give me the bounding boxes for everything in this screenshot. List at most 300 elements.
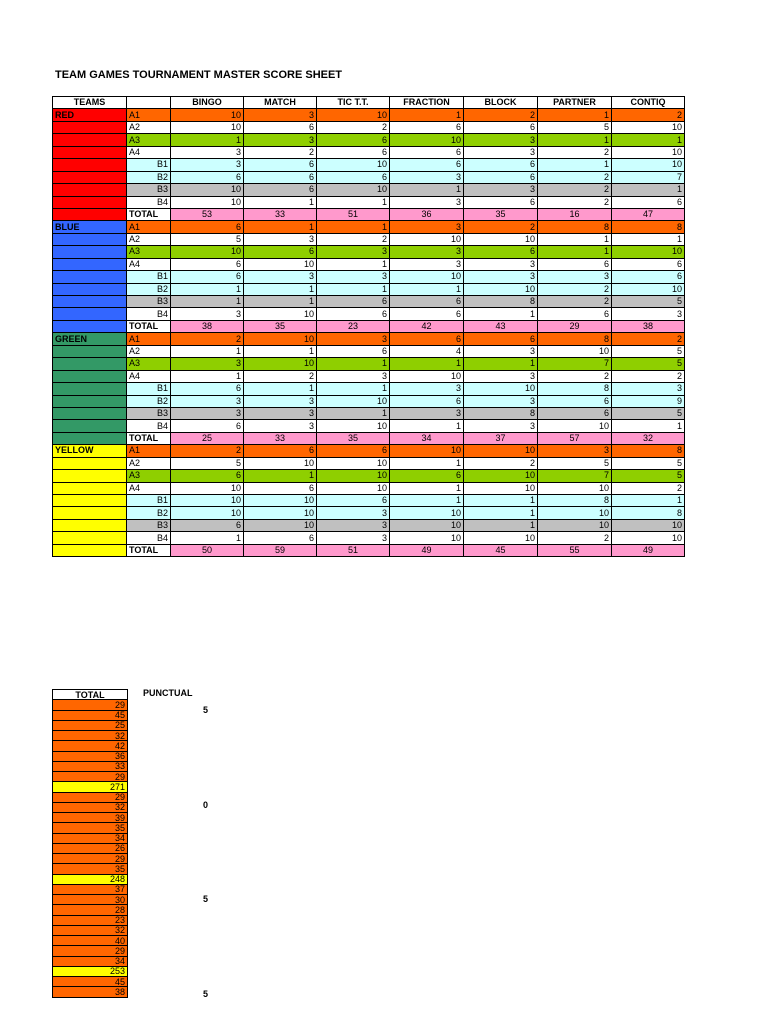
punctual-value: 5 [203, 894, 209, 904]
team-score-row [53, 407, 685, 419]
total-cell: 29 [53, 700, 128, 710]
score-cell: 3 [317, 519, 390, 531]
score-cell: 2 [538, 370, 612, 382]
score-cell: 10 [390, 507, 464, 519]
total-cell: 42 [53, 741, 128, 751]
score-cell: 49 [612, 544, 685, 556]
score-cell: 3 [171, 308, 244, 320]
team-score-row [53, 258, 685, 270]
player-label: A4 [127, 146, 171, 158]
total-row [53, 772, 128, 782]
score-cell: 6 [464, 333, 538, 345]
team-name-cell: YELLOW [53, 445, 127, 457]
score-cell: 3 [390, 407, 464, 419]
total-cell: 36 [53, 751, 128, 761]
score-cell: 8 [464, 296, 538, 308]
score-cell: 6 [244, 532, 317, 544]
team-score-row [53, 134, 685, 146]
score-cell: 3 [612, 383, 685, 395]
score-cell: 6 [390, 470, 464, 482]
total-row [53, 813, 128, 823]
score-cell: 3 [171, 146, 244, 158]
score-cell: 3 [464, 134, 538, 146]
score-cell: 10 [538, 345, 612, 357]
total-cell: 28 [53, 905, 128, 915]
score-cell: 10 [612, 283, 685, 295]
team-name-cell [53, 519, 127, 531]
total-cell: 35 [53, 864, 128, 874]
score-cell: 6 [317, 134, 390, 146]
score-cell: 6 [244, 445, 317, 457]
player-label: A2 [127, 233, 171, 245]
score-cell: 10 [390, 519, 464, 531]
total-row [53, 741, 128, 751]
score-cell: 38 [612, 320, 685, 332]
score-cell: 8 [612, 507, 685, 519]
total-row [53, 977, 128, 987]
score-cell: 6 [612, 271, 685, 283]
player-label: B4 [127, 196, 171, 208]
total-row [53, 751, 128, 761]
score-cell: 3 [171, 358, 244, 370]
column-header: TIC T.T. [317, 97, 390, 109]
player-label: A1 [127, 333, 171, 345]
punctual-value: 5 [203, 988, 209, 999]
totals-header: TOTAL [53, 690, 128, 700]
total-cell: 37 [53, 884, 128, 894]
score-cell: 10 [317, 395, 390, 407]
total-row [53, 884, 128, 894]
team-score-row [53, 320, 685, 332]
score-cell: 10 [390, 532, 464, 544]
team-name-cell [53, 495, 127, 507]
score-cell: 6 [390, 308, 464, 320]
score-cell: 3 [171, 395, 244, 407]
team-name-cell [53, 258, 127, 270]
player-label: A4 [127, 370, 171, 382]
score-cell: 1 [171, 296, 244, 308]
score-cell: 10 [390, 445, 464, 457]
score-cell: 10 [464, 445, 538, 457]
team-name-cell [53, 482, 127, 494]
score-cell: 1 [464, 358, 538, 370]
team-score-row [53, 246, 685, 258]
score-cell: 3 [244, 233, 317, 245]
score-cell: 3 [317, 532, 390, 544]
score-cell: 10 [390, 134, 464, 146]
score-cell: 16 [538, 208, 612, 220]
score-cell: 1 [171, 134, 244, 146]
team-name-cell: GREEN [53, 333, 127, 345]
score-cell: 57 [538, 432, 612, 444]
score-cell: 2 [612, 482, 685, 494]
score-cell: 5 [612, 345, 685, 357]
player-label: B1 [127, 495, 171, 507]
score-cell: 5 [538, 457, 612, 469]
score-cell: 1 [538, 246, 612, 258]
score-cell: 9 [612, 395, 685, 407]
score-cell: 8 [464, 407, 538, 419]
score-cell: 2 [244, 370, 317, 382]
total-row [53, 987, 128, 997]
player-label: A2 [127, 457, 171, 469]
score-cell: 6 [390, 296, 464, 308]
score-cell: 1 [171, 532, 244, 544]
team-name-cell [53, 121, 127, 133]
player-label: A3 [127, 246, 171, 258]
column-header: TEAMS [53, 97, 127, 109]
total-row [53, 915, 128, 925]
team-score-row [53, 345, 685, 357]
score-cell: 6 [244, 171, 317, 183]
score-cell: 5 [538, 121, 612, 133]
team-name-cell [53, 233, 127, 245]
score-cell: 10 [464, 482, 538, 494]
score-cell: 51 [317, 544, 390, 556]
team-name-cell [53, 208, 127, 220]
player-label: B1 [127, 159, 171, 171]
score-cell: 2 [464, 221, 538, 233]
team-name-cell [53, 395, 127, 407]
score-cell: 10 [171, 482, 244, 494]
score-cell: 36 [390, 208, 464, 220]
team-score-row [53, 395, 685, 407]
score-cell: 6 [390, 146, 464, 158]
score-cell: 10 [612, 159, 685, 171]
score-cell: 3 [317, 271, 390, 283]
player-label: B1 [127, 271, 171, 283]
score-cell: 10 [317, 482, 390, 494]
score-cell: 3 [464, 345, 538, 357]
player-label: B3 [127, 296, 171, 308]
player-label: B3 [127, 184, 171, 196]
score-cell: 1 [464, 519, 538, 531]
score-cell: 1 [317, 383, 390, 395]
player-label: B4 [127, 532, 171, 544]
team-name-cell [53, 271, 127, 283]
total-cell: 32 [53, 731, 128, 741]
player-label: TOTAL [127, 544, 171, 556]
score-cell: 6 [317, 345, 390, 357]
score-cell: 3 [464, 420, 538, 432]
score-cell: 6 [244, 482, 317, 494]
score-cell: 2 [538, 184, 612, 196]
score-cell: 3 [244, 395, 317, 407]
team-name-cell [53, 296, 127, 308]
score-cell: 10 [317, 184, 390, 196]
score-cell: 6 [464, 171, 538, 183]
total-cell: 32 [53, 925, 128, 935]
score-cell: 2 [317, 233, 390, 245]
score-cell: 6 [171, 271, 244, 283]
punctual-header: PUNCTUAL [143, 688, 193, 698]
score-cell: 10 [244, 333, 317, 345]
score-cell: 3 [390, 196, 464, 208]
score-cell: 10 [464, 233, 538, 245]
score-cell: 10 [612, 146, 685, 158]
team-score-row [53, 221, 685, 233]
column-header: BLOCK [464, 97, 538, 109]
player-label: TOTAL [127, 208, 171, 220]
total-cell: 32 [53, 802, 128, 812]
score-cell: 3 [244, 109, 317, 121]
team-name-cell [53, 320, 127, 332]
score-cell: 8 [612, 221, 685, 233]
score-cell: 6 [317, 308, 390, 320]
header-row [53, 97, 685, 109]
team-name-cell [53, 146, 127, 158]
total-row [53, 966, 128, 976]
score-cell: 10 [612, 121, 685, 133]
score-cell: 10 [464, 283, 538, 295]
team-name-cell [53, 308, 127, 320]
score-cell: 10 [244, 358, 317, 370]
score-cell: 10 [538, 482, 612, 494]
team-score-row [53, 109, 685, 121]
score-cell: 10 [244, 258, 317, 270]
score-cell: 6 [171, 420, 244, 432]
score-cell: 2 [171, 333, 244, 345]
score-cell: 6 [171, 519, 244, 531]
team-score-row [53, 445, 685, 457]
score-cell: 1 [538, 233, 612, 245]
score-cell: 1 [538, 109, 612, 121]
score-cell: 6 [612, 258, 685, 270]
score-cell: 1 [390, 495, 464, 507]
team-name-cell: RED [53, 109, 127, 121]
score-cell: 1 [317, 358, 390, 370]
score-cell: 53 [171, 208, 244, 220]
score-cell: 1 [612, 420, 685, 432]
score-cell: 6 [464, 196, 538, 208]
player-label: B1 [127, 383, 171, 395]
score-cell: 10 [612, 246, 685, 258]
team-score-row [53, 283, 685, 295]
score-cell: 8 [538, 495, 612, 507]
score-cell: 1 [390, 482, 464, 494]
score-cell: 1 [244, 296, 317, 308]
score-cell: 1 [538, 134, 612, 146]
team-score-row [53, 296, 685, 308]
team-name-cell [53, 283, 127, 295]
team-score-row [53, 370, 685, 382]
score-cell: 2 [612, 109, 685, 121]
team-sum-cell: 271 [53, 782, 128, 792]
player-label: A1 [127, 109, 171, 121]
team-name-cell [53, 184, 127, 196]
player-label: TOTAL [127, 320, 171, 332]
score-cell: 1 [390, 420, 464, 432]
punctual-value: 0 [203, 799, 209, 810]
score-cell: 1 [317, 407, 390, 419]
score-cell: 6 [317, 171, 390, 183]
score-cell: 2 [464, 457, 538, 469]
player-label: B2 [127, 395, 171, 407]
score-cell: 1 [390, 358, 464, 370]
score-cell: 3 [244, 407, 317, 419]
total-cell: 29 [53, 792, 128, 802]
total-row [53, 936, 128, 946]
player-label: A4 [127, 258, 171, 270]
score-cell: 3 [171, 407, 244, 419]
team-name-cell: BLUE [53, 221, 127, 233]
player-label: A4 [127, 482, 171, 494]
total-row [53, 895, 128, 905]
player-label: B3 [127, 407, 171, 419]
score-cell: 4 [390, 345, 464, 357]
team-score-row [53, 432, 685, 444]
score-cell: 2 [244, 146, 317, 158]
total-row [53, 874, 128, 884]
score-cell: 10 [390, 271, 464, 283]
score-cell: 3 [464, 258, 538, 270]
score-cell: 5 [612, 296, 685, 308]
score-cell: 5 [612, 407, 685, 419]
player-label: B4 [127, 308, 171, 320]
score-cell: 3 [612, 308, 685, 320]
team-name-cell [53, 358, 127, 370]
score-cell: 3 [171, 159, 244, 171]
team-score-row [53, 271, 685, 283]
score-cell: 1 [464, 308, 538, 320]
team-score-row [53, 470, 685, 482]
column-header: MATCH [244, 97, 317, 109]
sheet-title: TEAM GAMES TOURNAMENT MASTER SCORE SHEET [55, 69, 343, 81]
score-cell: 10 [464, 470, 538, 482]
score-cell: 6 [171, 258, 244, 270]
total-row [53, 710, 128, 720]
score-cell: 1 [317, 221, 390, 233]
score-cell: 3 [244, 420, 317, 432]
player-label: A3 [127, 358, 171, 370]
score-cell: 2 [317, 121, 390, 133]
score-cell: 3 [244, 271, 317, 283]
score-cell: 1 [171, 283, 244, 295]
total-row [53, 864, 128, 874]
totals-column-table [52, 689, 128, 998]
score-cell: 10 [317, 109, 390, 121]
score-cell: 10 [171, 196, 244, 208]
score-cell: 2 [538, 283, 612, 295]
punctual-value: 5 [203, 705, 209, 715]
score-cell: 1 [244, 345, 317, 357]
team-score-row [53, 420, 685, 432]
team-name-cell [53, 544, 127, 556]
player-label: B2 [127, 507, 171, 519]
score-cell: 25 [171, 432, 244, 444]
score-cell: 6 [171, 383, 244, 395]
score-cell: 1 [317, 283, 390, 295]
team-score-row [53, 495, 685, 507]
score-cell: 3 [538, 271, 612, 283]
team-name-cell [53, 246, 127, 258]
score-cell: 10 [538, 420, 612, 432]
score-cell: 3 [464, 395, 538, 407]
score-cell: 6 [464, 121, 538, 133]
score-cell: 10 [317, 470, 390, 482]
total-row [53, 956, 128, 966]
team-score-row [53, 544, 685, 556]
score-cell: 33 [244, 432, 317, 444]
score-cell: 3 [464, 146, 538, 158]
team-score-row [53, 333, 685, 345]
score-cell: 3 [390, 221, 464, 233]
team-score-row [53, 121, 685, 133]
team-score-row [53, 383, 685, 395]
column-header [127, 97, 171, 109]
score-cell: 1 [390, 109, 464, 121]
score-cell: 3 [317, 246, 390, 258]
score-cell: 1 [317, 258, 390, 270]
team-score-row [53, 196, 685, 208]
score-cell: 10 [538, 507, 612, 519]
score-cell: 6 [390, 121, 464, 133]
score-cell: 1 [612, 233, 685, 245]
score-cell: 6 [464, 159, 538, 171]
player-label: A2 [127, 121, 171, 133]
score-cell: 3 [390, 383, 464, 395]
score-cell: 35 [464, 208, 538, 220]
team-name-cell [53, 196, 127, 208]
total-cell: 26 [53, 843, 128, 853]
score-cell: 45 [464, 544, 538, 556]
score-cell: 6 [612, 196, 685, 208]
score-cell: 2 [538, 171, 612, 183]
score-cell: 10 [171, 121, 244, 133]
score-cell: 43 [464, 320, 538, 332]
score-cell: 1 [612, 134, 685, 146]
team-name-cell [53, 383, 127, 395]
player-label: A3 [127, 134, 171, 146]
team-name-cell [53, 457, 127, 469]
total-cell: 29 [53, 772, 128, 782]
team-name-cell [53, 532, 127, 544]
team-score-row [53, 507, 685, 519]
score-cell: 1 [171, 370, 244, 382]
score-cell: 10 [244, 519, 317, 531]
score-cell: 1 [390, 457, 464, 469]
score-cell: 33 [244, 208, 317, 220]
score-cell: 5 [612, 470, 685, 482]
score-cell: 6 [538, 407, 612, 419]
score-cell: 10 [317, 420, 390, 432]
score-cell: 3 [317, 507, 390, 519]
total-cell: 29 [53, 946, 128, 956]
score-cell: 2 [538, 532, 612, 544]
score-cell: 10 [390, 233, 464, 245]
total-row [53, 761, 128, 771]
score-cell: 10 [171, 246, 244, 258]
column-header: PARTNER [538, 97, 612, 109]
score-cell: 6 [390, 159, 464, 171]
total-row [53, 700, 128, 710]
player-label: TOTAL [127, 432, 171, 444]
score-cell: 35 [317, 432, 390, 444]
total-cell: 34 [53, 956, 128, 966]
score-cell: 1 [612, 495, 685, 507]
score-cell: 10 [612, 519, 685, 531]
score-cell: 8 [538, 383, 612, 395]
score-cell: 10 [538, 519, 612, 531]
team-score-row [53, 184, 685, 196]
score-cell: 8 [538, 333, 612, 345]
total-row [53, 925, 128, 935]
score-cell: 2 [171, 445, 244, 457]
score-cell: 6 [244, 184, 317, 196]
total-row [53, 731, 128, 741]
score-cell: 3 [464, 184, 538, 196]
score-cell: 1 [171, 345, 244, 357]
